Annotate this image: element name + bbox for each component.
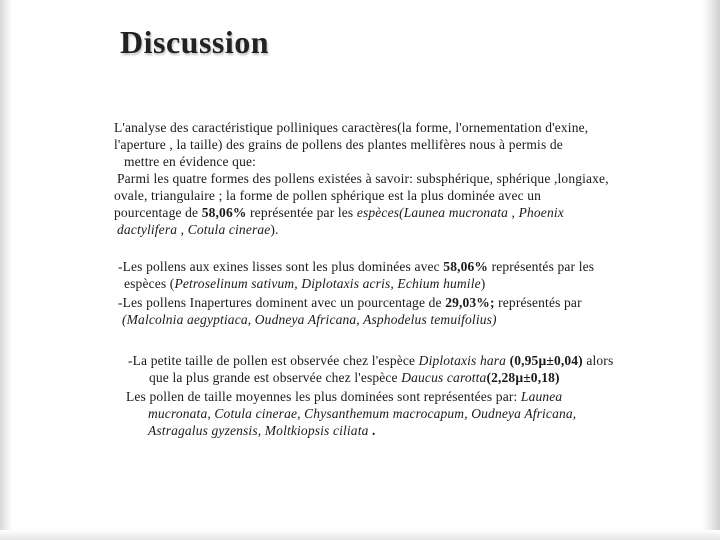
shapes-line-4 — [114, 221, 609, 238]
shapes-line-2: ovale, triangulaire ; la forme de pollen sphérique est la plus dominée avec un — [114, 188, 542, 203]
inaperture-line-1-end: représentés par — [494, 295, 582, 310]
left-border-decoration — [0, 0, 12, 540]
size-line-1-end: alors — [582, 353, 614, 368]
shapes-line-1: Parmi les quatre formes des pollens existées à savoir: subsphérique, sphérique ,longiaxe, — [117, 171, 609, 186]
inaperture-line-2 — [118, 311, 582, 328]
size-line-1 — [128, 352, 613, 369]
medium-line-1 — [126, 388, 576, 405]
size-line-1-text: -La petite taille de pollen est observée chez l'espèce — [128, 353, 419, 368]
smooth-line-1 — [118, 258, 594, 275]
shapes-line-3 — [114, 204, 609, 221]
intro-paragraph — [114, 119, 588, 170]
small-pollen-size: (0,95µ±0,04) — [506, 353, 583, 368]
shapes-line-4-close: ). — [270, 222, 279, 237]
intro-line-3: mettre en évidence que: — [124, 154, 257, 169]
size-line-2 — [128, 369, 613, 386]
bottom-border-decoration — [0, 530, 720, 540]
medium-species-start: Launea — [520, 389, 563, 404]
medium-species-middle: mucronata, Cotula cinerae, Chysanthemum macrocapum, Oudneya Africana, — [148, 406, 577, 421]
medium-species-end: Astragalus gyzensis, Moltkiopsis ciliata — [148, 423, 369, 438]
size-paragraph — [128, 352, 613, 386]
smooth-line-2 — [118, 275, 594, 292]
smooth-line-1-end: représentés par les — [488, 259, 595, 274]
smooth-species: Petroselinum sativum, Diplotaxis acris, Echium humile — [174, 276, 481, 291]
medium-line-1-text: Les pollen de taille moyennes les plus dominées sont représentées par: — [126, 389, 521, 404]
shapes-line-3-text: pourcentage de — [114, 205, 202, 220]
shapes-species-end: dactylifera , Cotula cinerae — [117, 222, 271, 237]
medium-size-paragraph — [126, 388, 576, 439]
shapes-line-3-mid: représentée par les — [246, 205, 357, 220]
intro-line-2: l'aperture , la taille) des grains de pollens des plantes mellifères nous à permis de — [114, 137, 563, 152]
shapes-paragraph — [114, 170, 609, 238]
size-line-2-text: que la plus grande est observée chez l'espèce — [149, 370, 402, 385]
intro-line-1: L'analyse des caractéristique polliniques caractères(la forme, l'ornementation d'exine, — [114, 120, 589, 135]
inaperture-line-1-text: -Les pollens Inapertures dominent avec un pourcentage de — [118, 295, 446, 310]
right-border-decoration — [702, 0, 720, 540]
inaperture-percentage: 29,03%; — [445, 295, 495, 310]
medium-line-3-end: . — [368, 423, 376, 438]
large-pollen-size: (2,28µ±0,18) — [486, 370, 560, 385]
smooth-percentage: 58,06% — [443, 259, 489, 274]
smooth-line-2-close: ) — [480, 276, 486, 291]
small-pollen-species: Diplotaxis hara — [418, 353, 507, 368]
large-pollen-species: Daucus carotta — [401, 370, 487, 385]
inaperture-line-1 — [118, 294, 582, 311]
smooth-exine-paragraph — [118, 258, 594, 292]
medium-line-2 — [126, 405, 576, 422]
slide-title: Discussion — [120, 24, 270, 60]
shapes-percentage: 58,06% — [201, 205, 247, 220]
inaperture-species: (Malcolnia aegyptiaca, Oudneya Africana, Asphodelus temuifolius) — [122, 312, 497, 327]
medium-line-3 — [126, 422, 576, 439]
shapes-species-start: espèces(Launea mucronata , Phoenix — [356, 205, 564, 220]
inaperture-paragraph — [118, 294, 582, 328]
smooth-line-2-text: espèces ( — [124, 276, 175, 291]
smooth-line-1-text: -Les pollens aux exines lisses sont les plus dominées avec — [118, 259, 444, 274]
